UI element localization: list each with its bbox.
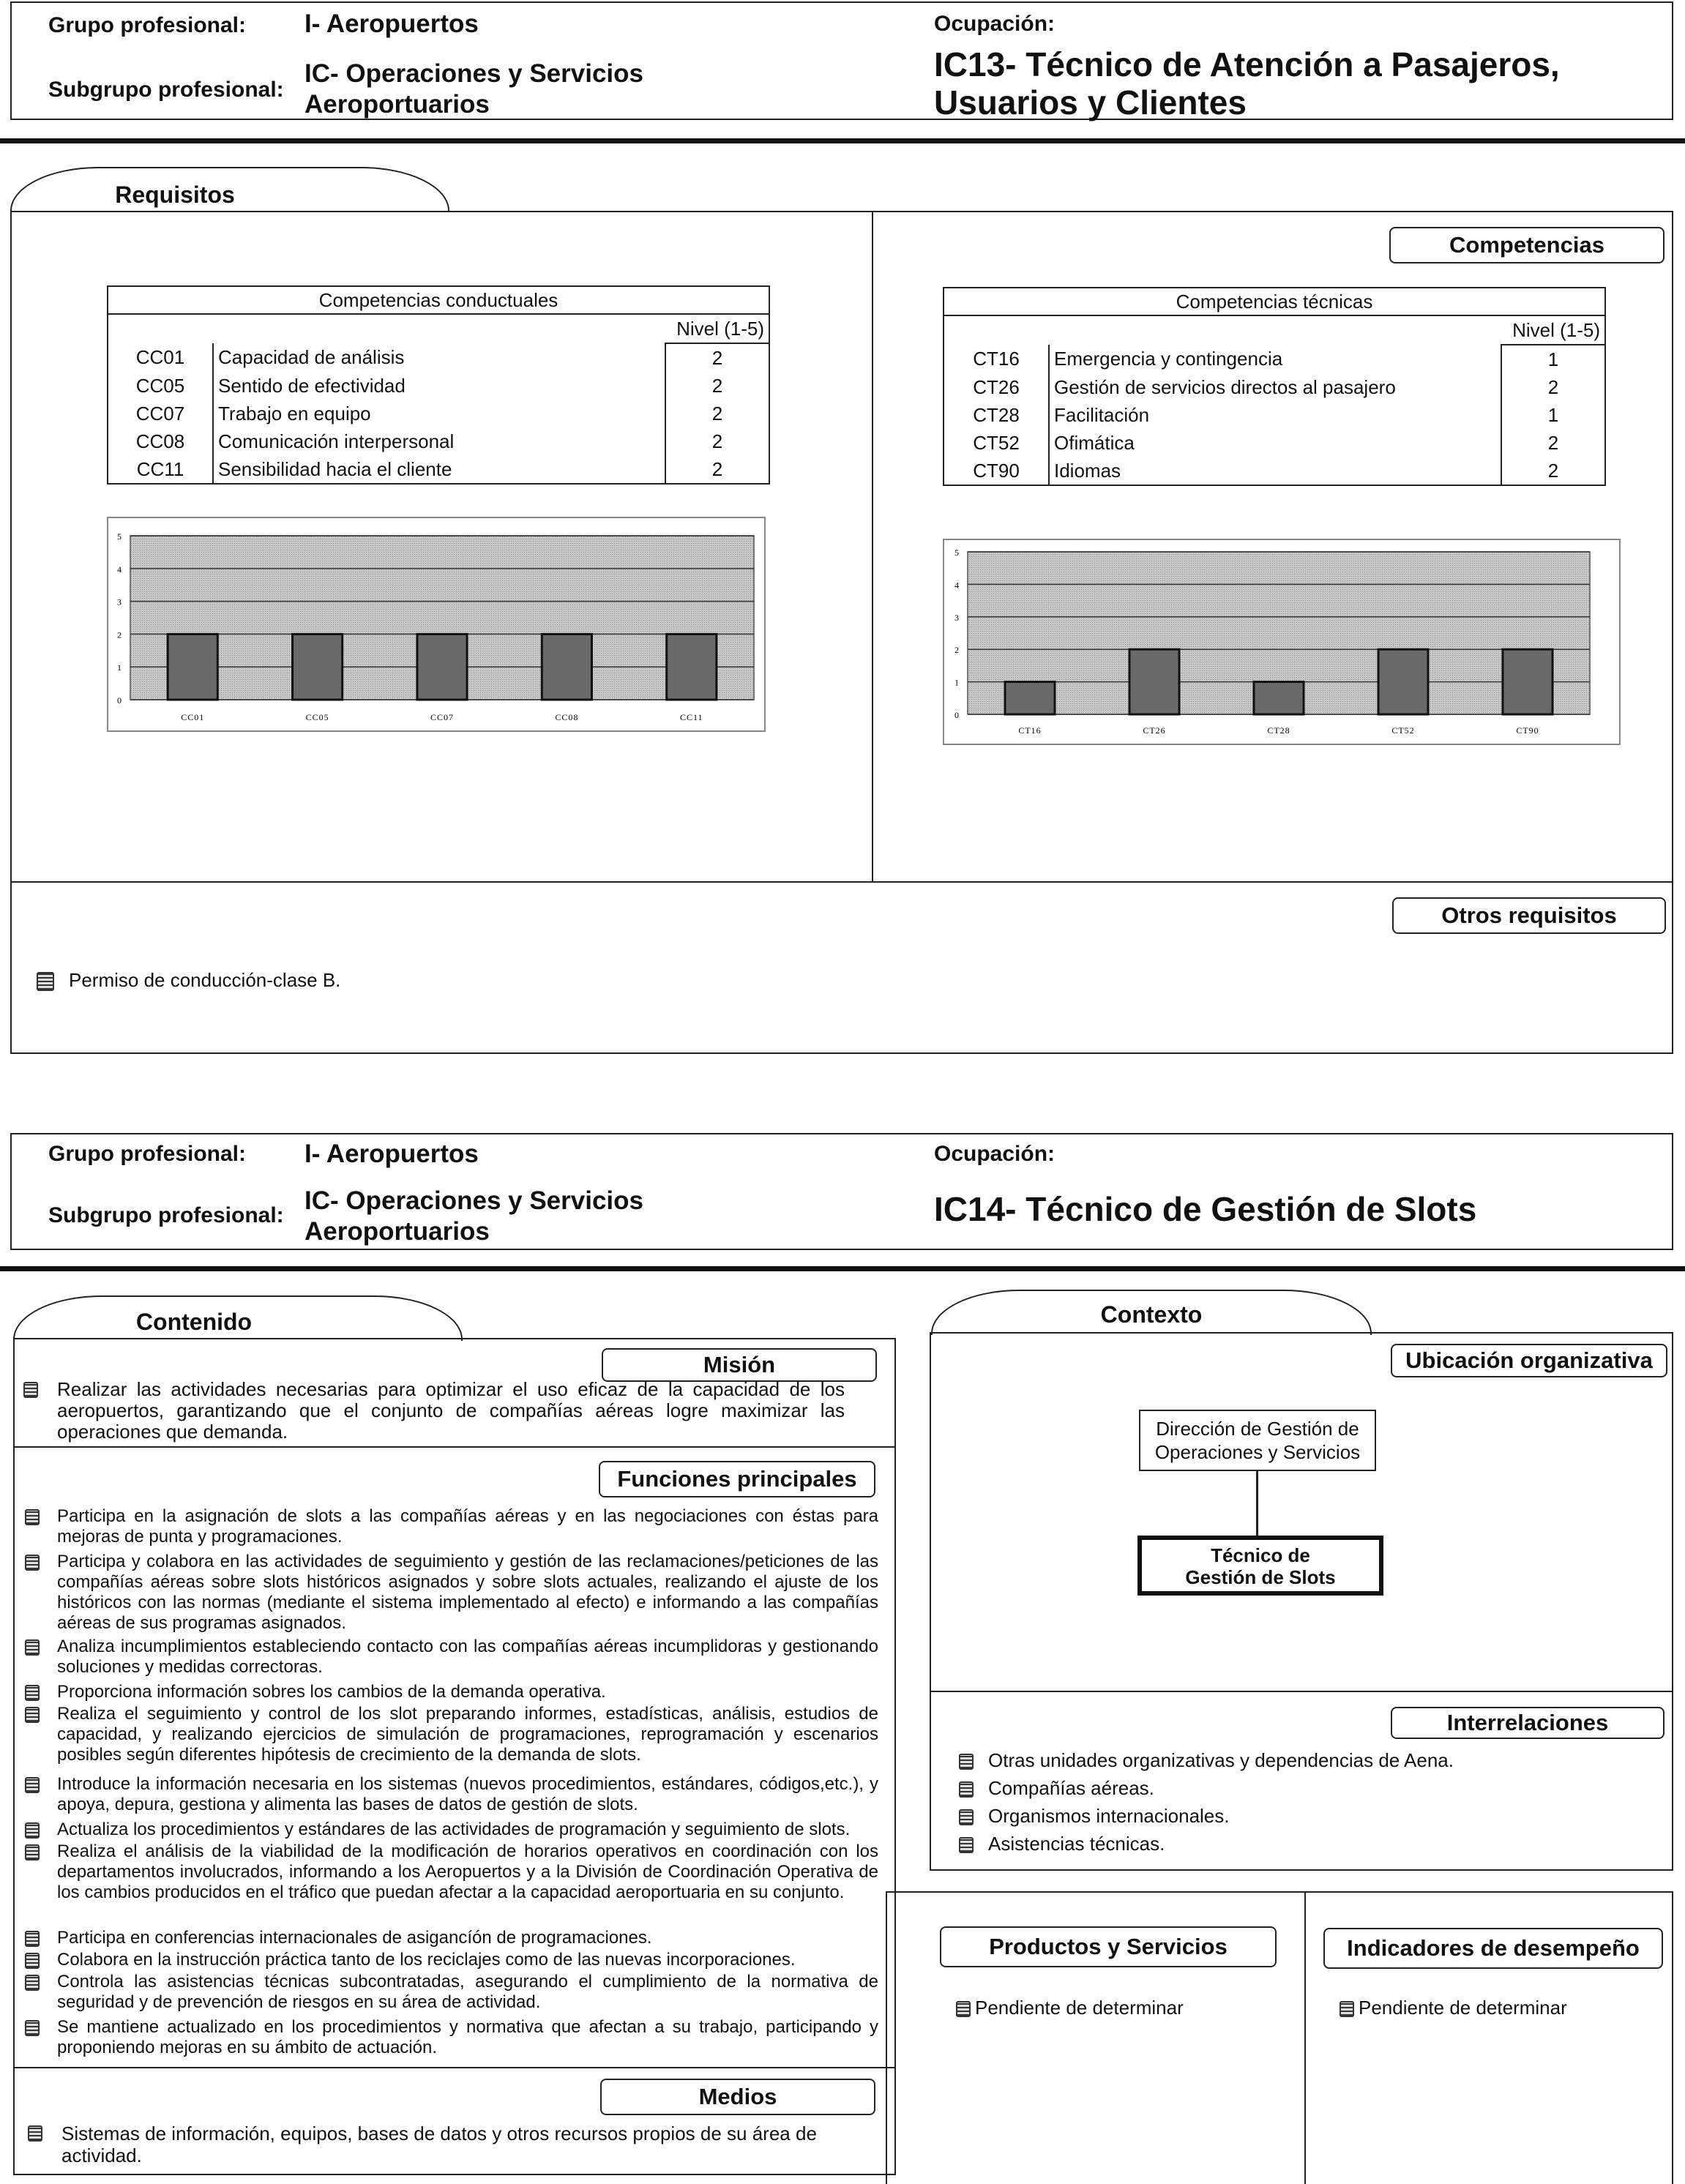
nivel-header: Nivel (1-5) [1501, 315, 1605, 345]
document-bullet-icon [959, 1837, 974, 1853]
funcion-item: Controla las asistencias técnicas subcontratadas, asegurando el cumplimiento de la normativa de seguridad y de prevención de riesgos en su área de actividad. [57, 1972, 878, 2013]
table-row: CC05 Sentido de efectividad 2 [108, 372, 769, 400]
medios-text: Sistemas de información, equipos, bases de datos y otros recursos propios de su área de actividad. [61, 2123, 852, 2166]
y-tick-label: 0 [117, 695, 122, 706]
mision-label: Misión [602, 1348, 877, 1382]
document-bullet-icon [25, 1509, 40, 1525]
table-row: CT26 Gestión de servicios directos al pasajero 2 [944, 373, 1605, 401]
funcion-item: Introduce la información necesaria en los sistemas (nuevos procedimientos, estándares, códigos,etc.), y apoya, depura, gestiona y alimenta las bases de datos de gestión de slots. [57, 1774, 878, 1815]
document-bullet-icon [25, 1685, 40, 1701]
document-bullet-icon [25, 1822, 40, 1839]
funcion-item: Participa en la asignación de slots a las compañías aéreas y en las negociaciones con éstas para mejoras de punta y programaciones. [57, 1506, 878, 1547]
productos-label: Productos y Servicios [940, 1926, 1277, 1967]
table-row: CC11 Sensibilidad hacia el cliente 2 [108, 455, 769, 484]
funcion-item: Participa y colabora en las actividades de seguimiento y gestión de las reclamaciones/peticiones de las compañías aéreas sobre slots históricos asignados y sobre slots actuales, realizando el ajuste de los históricos con las normas (mediante el sistema implementado al efecto) e informando a las compañías aéreas de sus programas asignados. [57, 1552, 878, 1634]
document-bullet-icon [25, 1555, 40, 1571]
document-bullet-icon [959, 1754, 974, 1770]
interrelacion-item: Compañías aéreas. [959, 1777, 1154, 1799]
tecnicas-title: Competencias técnicas [944, 288, 1605, 315]
funcion-item: Analiza incumplimientos estableciendo contacto con las compañías aéreas incumplidoras y gestionando soluciones y medidas correctoras. [57, 1637, 878, 1678]
x-tick-label: CT28 [1267, 725, 1290, 736]
interrelacion-item: Asistencias técnicas. [959, 1833, 1165, 1855]
table-row: CT90 Idiomas 2 [944, 457, 1605, 485]
tecnicas-bar-chart [943, 539, 1621, 745]
grupo-label: Grupo profesional: [48, 1142, 246, 1166]
bar [1503, 649, 1553, 714]
y-tick-label: 3 [954, 612, 959, 623]
x-tick-label: CT52 [1391, 725, 1415, 736]
grupo-value: I- Aeropuertos [305, 10, 479, 38]
funcion-item: Participa en conferencias internacionales de asigancíón de programaciones. [57, 1928, 878, 1948]
separator-rule [0, 1266, 1685, 1271]
table-row: CC08 Comunicación interpersonal 2 [108, 427, 769, 455]
interrelacion-item: Otras unidades organizativas y dependencias de Aena. [959, 1749, 1454, 1771]
productos-text: Pendiente de determinar [956, 1997, 1184, 2019]
x-tick-label: CT90 [1516, 725, 1539, 736]
y-tick-label: 0 [954, 710, 959, 720]
document-bullet-icon [37, 972, 54, 991]
bar [1129, 649, 1179, 714]
otros-requisitos-label: Otros requisitos [1392, 897, 1666, 934]
table-row: CT52 Ofimática 2 [944, 429, 1605, 457]
funciones-label: Funciones principales [599, 1461, 875, 1497]
y-tick-label: 3 [117, 597, 122, 607]
indicadores-text: Pendiente de determinar [1340, 1997, 1567, 2019]
funcion-item: Se mantiene actualizado en los procedimientos y normativa que afectan a su trabajo, participando y proponiendo mejoras en su ámbito de actuación. [57, 2017, 878, 2058]
ocupacion-title-2: Usuarios y Clientes [934, 83, 1247, 121]
grupo-value: I- Aeropuertos [305, 1140, 479, 1168]
document-bullet-icon [25, 2020, 40, 2036]
medios-label: Medios [600, 2079, 875, 2115]
ocupacion-title-1: IC13- Técnico de Atención a Pasajeros, [934, 45, 1560, 83]
mision-divider [13, 1446, 896, 1448]
subgrupo-value-2: Aeroportuarios [305, 90, 490, 119]
ocupacion-title: IC14- Técnico de Gestión de Slots [934, 1190, 1477, 1228]
subgrupo-value-1: IC- Operaciones y Servicios [305, 1186, 643, 1215]
document-bullet-icon [28, 2125, 42, 2142]
x-tick-label: CC05 [305, 712, 329, 722]
org-connector [1256, 1471, 1258, 1536]
bar [542, 634, 591, 700]
document-bullet-icon [25, 1975, 40, 1991]
bar [1254, 682, 1304, 714]
horizontal-divider [10, 881, 1673, 883]
y-tick-label: 1 [954, 677, 959, 688]
document-bullet-icon [959, 1781, 974, 1798]
y-tick-label: 5 [954, 547, 959, 558]
bar [1005, 682, 1055, 714]
nivel-header: Nivel (1-5) [665, 314, 769, 343]
x-tick-label: CC07 [430, 712, 455, 722]
subgrupo-value-1: IC- Operaciones y Servicios [305, 59, 643, 88]
interrelacion-item: Organismos internacionales. [959, 1805, 1230, 1827]
document-bullet-icon [959, 1809, 974, 1825]
conductuales-title: Competencias conductuales [108, 286, 769, 314]
funcion-item: Colabora en la instrucción práctica tanto de los reciclajes como de las nuevas incorporaciones. [57, 1950, 878, 1970]
ocupacion-label: Ocupación: [934, 1142, 1056, 1166]
requisitos-tab: Requisitos [10, 167, 449, 212]
y-tick-label: 2 [117, 629, 122, 640]
document-bullet-icon [25, 1953, 40, 1969]
subgrupo-label: Subgrupo profesional: [48, 1203, 284, 1227]
org-parent-box [1139, 1410, 1376, 1471]
indicadores-label: Indicadores de desempeño [1323, 1928, 1663, 1969]
funcion-item: Realiza el análisis de la viabilidad de la modificación de horarios operativos en coordinación con los departamentos involucrados, informando a los Aeropuertos y a la División de Coordinación Operativa de los cambios producidos en el tráfico que puedan afectar a la capacidad aeroportuaria en su conjunto. [57, 1841, 878, 1903]
vertical-divider [872, 211, 873, 883]
bar [168, 634, 217, 700]
funcion-item: Proporciona información sobres los cambios de la demanda operativa. [57, 1682, 878, 1702]
subgrupo-label: Subgrupo profesional: [48, 78, 284, 102]
bar [1378, 649, 1428, 714]
org-parent-line1: Dirección de Gestión de [1156, 1418, 1359, 1440]
otros-item: Permiso de conducción-clase B. [37, 969, 340, 991]
table-row: CT16 Emergencia y contingencia 1 [944, 345, 1605, 373]
tecnicas-table [943, 287, 1606, 486]
document-bullet-icon [956, 2001, 971, 2017]
separator-rule [0, 138, 1685, 143]
contexto-divider [930, 1691, 1673, 1692]
x-tick-label: CC08 [555, 712, 579, 722]
conductuales-bar-chart [107, 517, 766, 732]
bar [293, 634, 343, 700]
competencias-label: Competencias [1389, 227, 1665, 263]
funcion-item: Realiza el seguimiento y control de los slot preparando informes, estadísticas, análisis, estudios de capacidad, y realizando ejercicios de simulación de programaciones, reprogramación y escenarios posibles según diferentes hipótesis de crecimiento de la demanda de slots. [57, 1704, 878, 1765]
bar [667, 634, 717, 700]
funcion-item: Actualiza los procedimientos y estándares de las actividades de programación y seguimiento de slots. [57, 1820, 878, 1840]
y-tick-label: 4 [954, 580, 959, 591]
y-tick-label: 4 [117, 564, 122, 575]
org-child-box [1137, 1536, 1383, 1596]
document-bullet-icon [25, 1777, 40, 1793]
contexto-tab: Contexto [931, 1290, 1372, 1335]
conductuales-table [107, 285, 770, 485]
document-bullet-icon [25, 1844, 40, 1860]
subgrupo-value-2: Aeroportuarios [305, 1217, 490, 1246]
ubicacion-label: Ubicación organizativa [1391, 1344, 1667, 1377]
org-parent-line2: Operaciones y Servicios [1154, 1441, 1361, 1463]
table-row: CC01 Capacidad de análisis 2 [108, 343, 769, 372]
document-bullet-icon [1340, 2001, 1354, 2017]
x-tick-label: CC01 [181, 712, 205, 722]
document-bullet-icon [25, 1639, 40, 1656]
org-child-line2: Gestión de Slots [1185, 1566, 1336, 1588]
grupo-label: Grupo profesional: [48, 13, 246, 37]
contenido-tab: Contenido [13, 1295, 463, 1341]
document-bullet-icon [23, 1382, 38, 1398]
org-child-line1: Técnico de [1211, 1544, 1310, 1566]
x-tick-label: CT26 [1143, 725, 1166, 736]
interrelaciones-label: Interrelaciones [1391, 1707, 1665, 1739]
table-row: CT28 Facilitación 1 [944, 401, 1605, 429]
bar [417, 634, 467, 700]
table-row: CC07 Trabajo en equipo 2 [108, 400, 769, 427]
mision-text: Realizar las actividades necesarias para optimizar el uso eficaz de la capacidad de los aeropuertos, garantizando que el conjunto de compañías aéreas logre maximizar las operaciones que demanda. [57, 1379, 845, 1443]
document-bullet-icon [25, 1707, 40, 1723]
funciones-divider [13, 2067, 896, 2068]
x-tick-label: CC11 [680, 712, 703, 722]
document-bullet-icon [25, 1931, 40, 1947]
y-tick-label: 1 [117, 662, 122, 673]
y-tick-label: 5 [117, 531, 122, 542]
ocupacion-label: Ocupación: [934, 12, 1056, 36]
x-tick-label: CT16 [1018, 725, 1042, 736]
y-tick-label: 2 [954, 645, 959, 656]
